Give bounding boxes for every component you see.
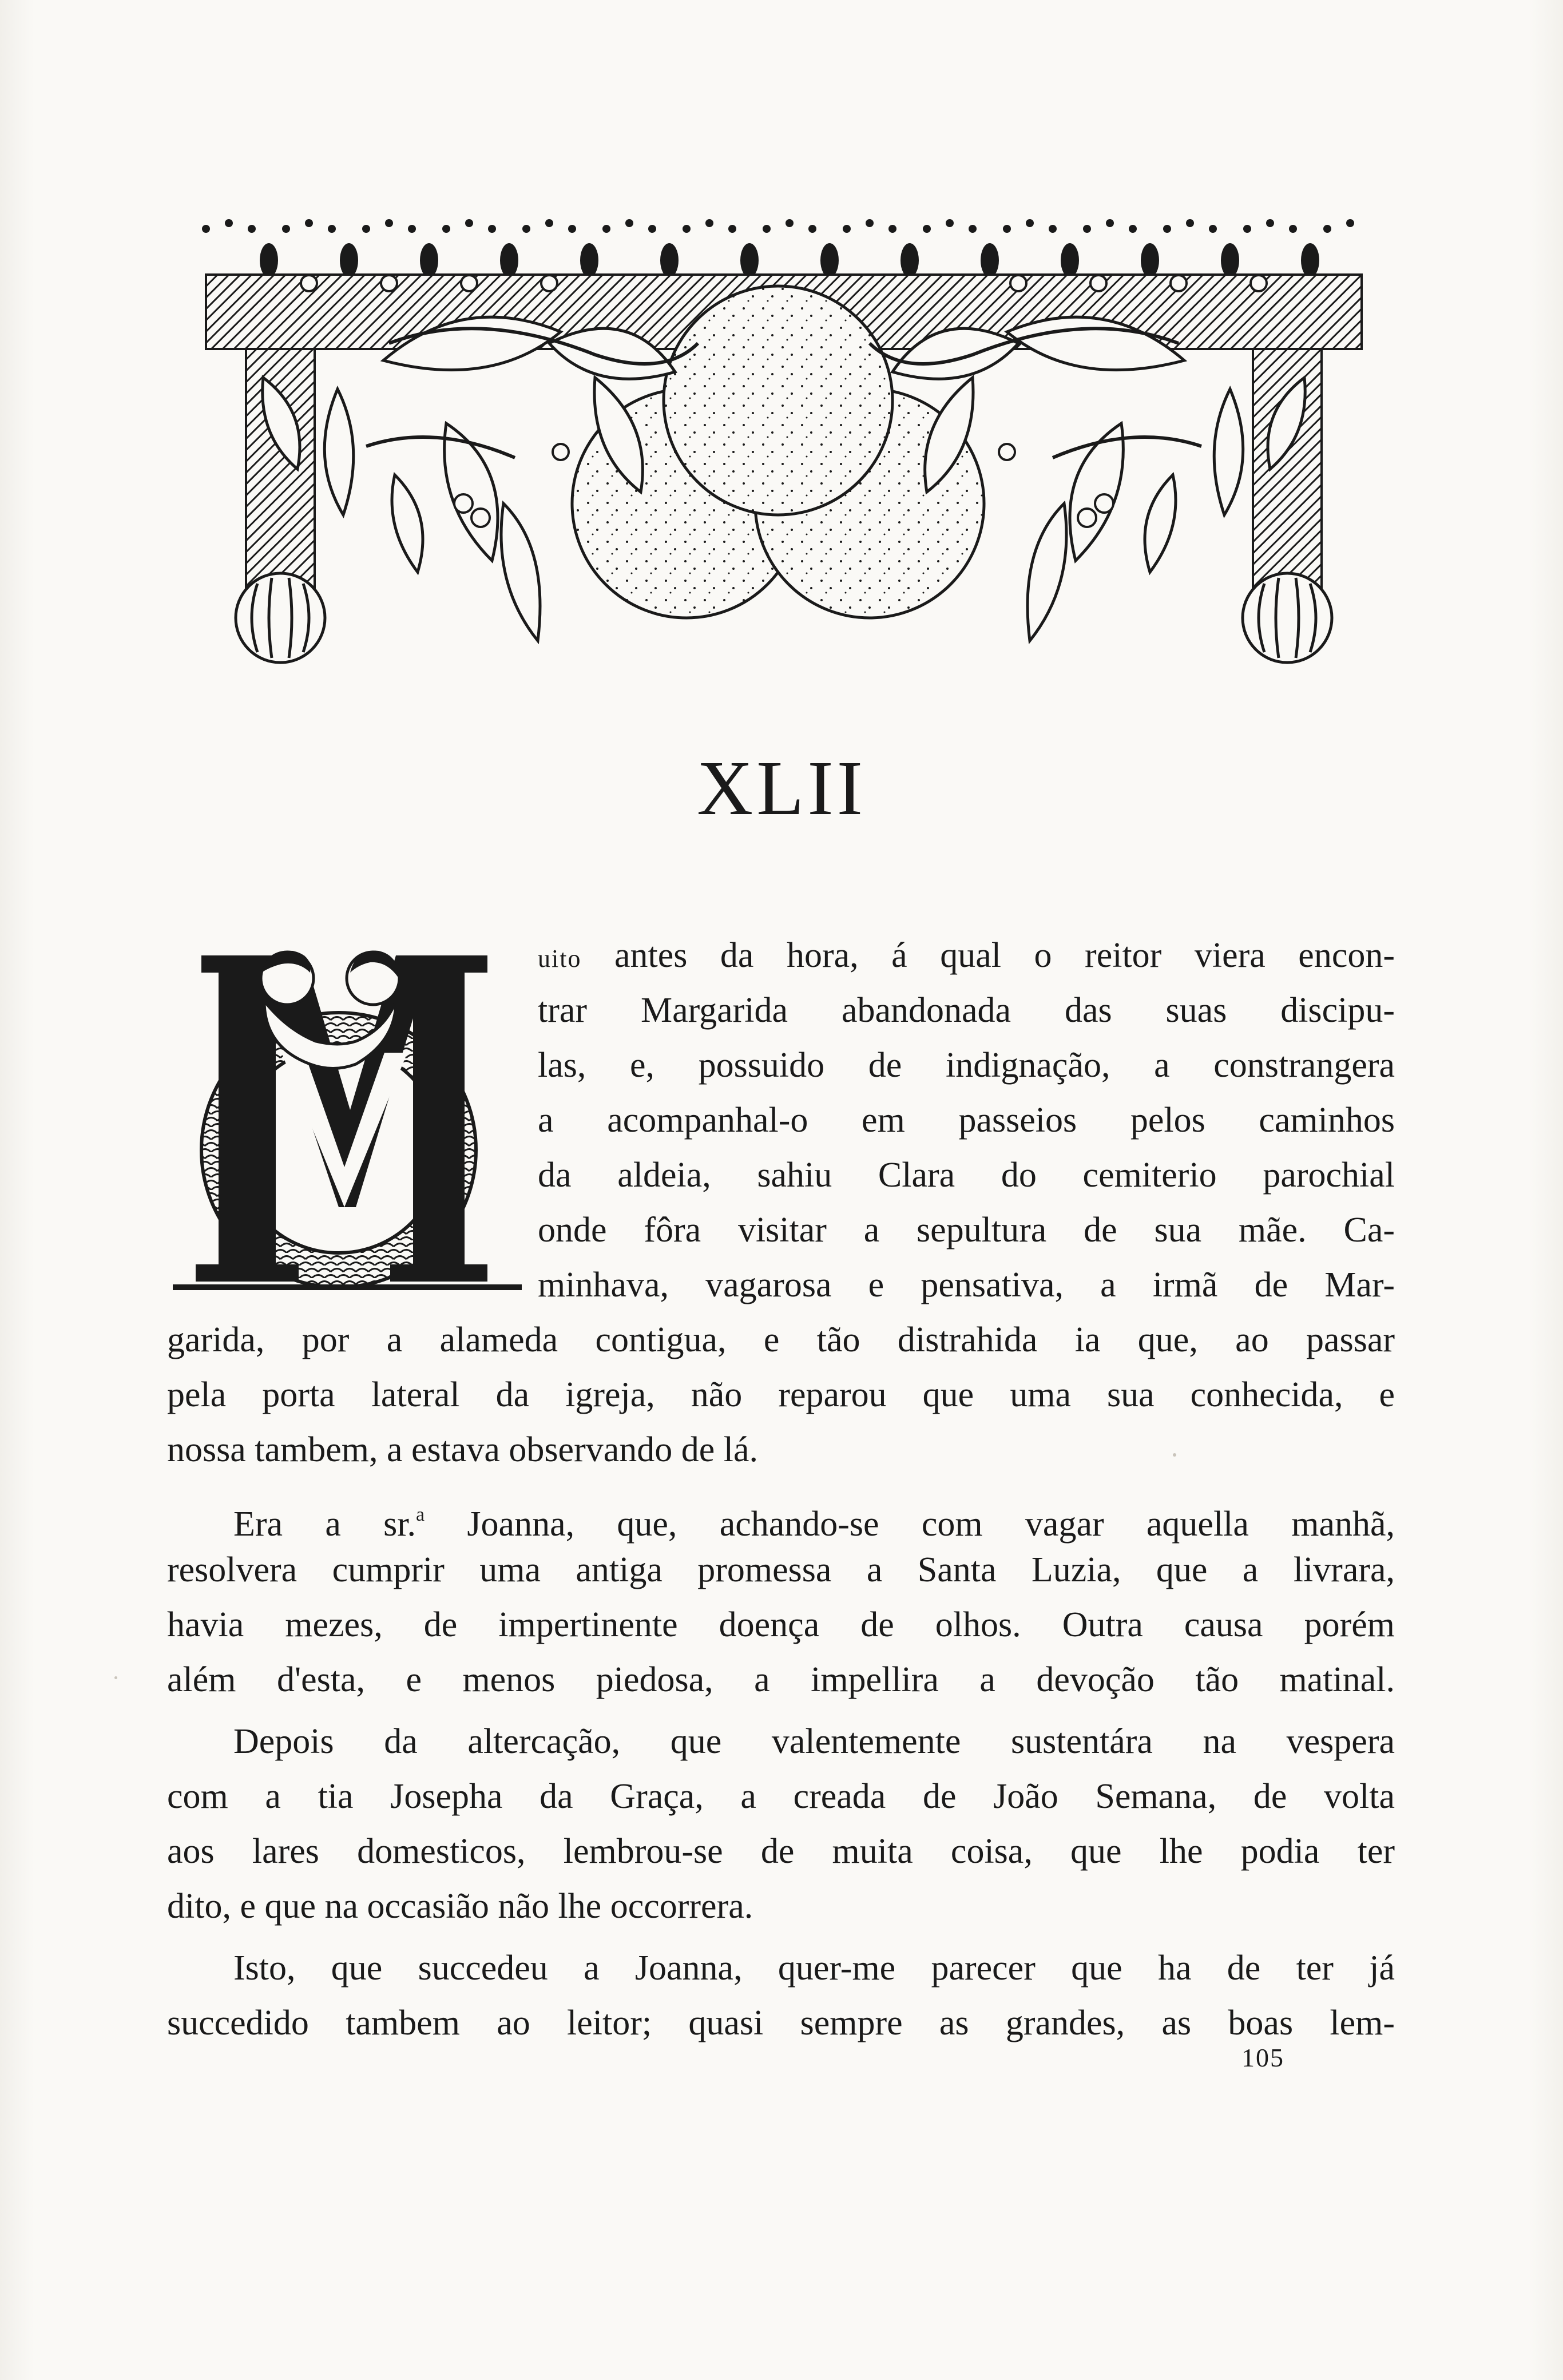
page-number: 105 — [1241, 2043, 1284, 2072]
paper-speck — [114, 1676, 117, 1679]
ornamental-headpiece-icon — [195, 206, 1373, 669]
historiated-initial-icon — [167, 938, 533, 1304]
text-line: succedido tambem ao leitor; quasi sempre as grandes, as boas lem- — [167, 2004, 1395, 2042]
text-line: Depois da altercação, que valentemente sustentára na vespera — [233, 1722, 1395, 1761]
text-line: minhava, vagarosa e pensativa, a irmã de Mar- — [538, 1266, 1395, 1304]
text-line: com a tia Josepha da Graça, a creada de João Semana, de volta — [167, 1777, 1395, 1816]
text-line: dito, e que na occasião não lhe occorrera. — [167, 1887, 753, 1926]
text-line: aos lares domesticos, lembrou-se de muita coisa, que lhe podia ter — [167, 1832, 1395, 1871]
text-line: a acompanhal-o em passeios pelos caminhos — [538, 1101, 1395, 1140]
text-line: trar Margarida abandonada das suas discipu- — [538, 991, 1395, 1030]
text-line: da aldeia, sahiu Clara do cemiterio parochial — [538, 1156, 1395, 1195]
text-line: Isto, que succedeu a Joanna, quer-me parecer que ha de ter já — [233, 1949, 1395, 1988]
text-line: pela porta lateral da igreja, não reparou que uma sua conhecida, e — [167, 1375, 1395, 1414]
paper-speck — [1173, 1453, 1176, 1457]
text-line: garida, por a alameda contigua, e tão distrahida ia que, ao passar — [167, 1320, 1395, 1359]
text-line: além d'esta, e menos piedosa, a impellira a devoção tão matinal. — [167, 1660, 1395, 1699]
text-line: onde fôra visitar a sepultura de sua mãe. Ca- — [538, 1211, 1395, 1250]
drop-cap-continuation: uito — [538, 945, 582, 973]
text-line: las, e, possuido de indignação, a constrangera — [538, 1046, 1395, 1085]
text-line: Era a sr.$^a$ Joanna, que, achando-se com vagar aquella manhã, — [233, 1504, 1395, 1544]
text-line: havia mezes, de impertinente doença de olhos. Outra causa porém — [167, 1605, 1395, 1644]
text-line: resolvera cumprir uma antiga promessa a Santa Luzia, que a livrara, — [167, 1550, 1395, 1589]
text-line: uito antes da hora, á qual o reitor viera encon- — [538, 936, 1395, 975]
text-line: nossa tambem, a estava observando de lá. — [167, 1430, 758, 1469]
chapter-title: XLII — [697, 745, 866, 831]
